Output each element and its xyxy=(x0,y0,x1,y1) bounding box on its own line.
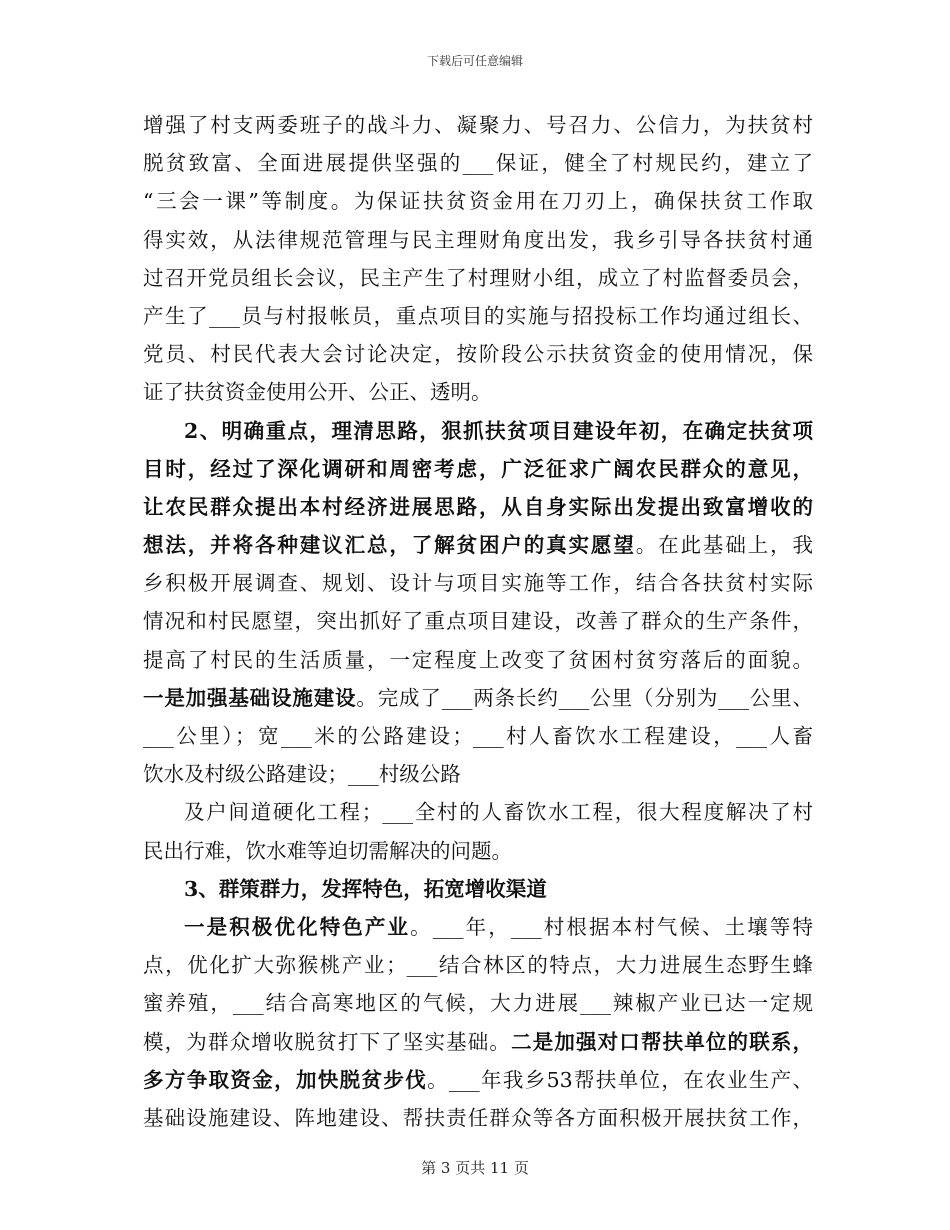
text-line xyxy=(143,679,813,717)
normal-text: 。完成了___两条长约___公里（分别为___公里、 xyxy=(356,685,813,710)
bold-text: 让农民群众提出本村经济进展思路，从自身实际出发提出致富增收的 xyxy=(143,494,813,519)
document-body xyxy=(143,106,813,1137)
text-line: “三会一课”等制度。为保证扶贫资金用在刀刃上，确保扶贫工作取 xyxy=(143,189,813,214)
text-line: 乡积极开展调查、规划、设计与项目实施等工作，结合各扶贫村实际 xyxy=(143,571,813,596)
bold-text: 2、明确重点，理清思路，狠抓扶贫项目建设年初，在确定扶贫项 xyxy=(184,418,813,443)
bold-text: 二是加强对口帮扶单位的联系， xyxy=(511,1029,813,1054)
text-line xyxy=(143,526,813,564)
bold-text: 多方争取资金，加快脱贫步伐 xyxy=(143,1067,428,1092)
text-line: 提高了村民的生活质量，一定程度上改变了贫困村贫穷落后的面貌。 xyxy=(143,647,813,672)
text-line: 产生了___员与村报帐员，重点项目的实施与招投标工作均通过组长、 xyxy=(143,303,813,328)
text-line xyxy=(143,450,813,488)
text-line: 证了扶贫资金使用公开、公正、透明。 xyxy=(143,380,492,405)
section-heading-3 xyxy=(143,870,813,908)
text-line: ___公里）；宽___米的公路建设；___村人畜饮水工程建设，___人畜 xyxy=(143,724,813,748)
text-line: 点，优化扩大弥猴桃产业；___结合林区的特点，大力进展生态野生蜂 xyxy=(143,953,813,978)
text-line xyxy=(143,488,813,526)
text-line: 民出行难，饮水难等迫切需解决的问题。 xyxy=(143,838,512,863)
text-line: 饮水及村级公路建设；___村级公路 xyxy=(143,762,461,787)
normal-text: 。___年我乡53帮扶单位，在农业生产、 xyxy=(427,1067,813,1092)
normal-text: 。___年，___村根据本村气候、土壤等特 xyxy=(410,914,813,939)
text-line: 脱贫致富、全面进展提供坚强的___保证，健全了村规民约，建立了 xyxy=(143,151,813,176)
page-header: 下载后可任意编辑 xyxy=(426,54,523,68)
bold-text: 目时，经过了深化调研和周密考虑，广泛征求广阔农民群众的意见， xyxy=(143,456,813,481)
text-line: 增强了村支两委班子的战斗力、凝聚力、号召力、公信力，为扶贫村 xyxy=(143,113,813,137)
bold-text: 想法，并将各种建议汇总，了解贫困户的真实愿望 xyxy=(143,533,636,558)
normal-text: 模，为群众增收脱贫打下了坚实基础。 xyxy=(143,1029,512,1054)
text-line xyxy=(143,1061,813,1099)
text-line: 基础设施建设、阵地建设、帮扶责任群众等各方面积极开展扶贫工作， xyxy=(143,1105,813,1130)
text-line: 得实效，从法律规范管理与民主理财角度出发，我乡引导各扶贫村通 xyxy=(143,227,813,252)
section-heading-2 xyxy=(143,412,813,450)
normal-text: 。在此基础上，我 xyxy=(635,533,813,558)
text-line: 党员、村民代表大会讨论决定，按阶段公示扶贫资金的使用情况，保 xyxy=(143,342,813,367)
text-line xyxy=(143,908,813,946)
text-line: 过召开党员组长会议，民主产生了村理财小组，成立了村监督委员会， xyxy=(143,265,813,290)
bold-text: 一是加强基础设施建设 xyxy=(143,685,357,710)
text-line xyxy=(143,1023,813,1061)
bold-text: 一是积极优化特色产业 xyxy=(184,914,411,939)
page-footer: 第 3 页共 11 页 xyxy=(421,1159,529,1177)
text-line: 蜜养殖，___结合高寒地区的气候，大力进展___辣椒产业已达一定规 xyxy=(143,991,813,1016)
text-line: 及户间道硬化工程；___全村的人畜饮水工程，很大程度解决了村 xyxy=(184,800,813,825)
bold-text: 3、群策群力，发挥特色，拓宽增收渠道 xyxy=(184,876,547,901)
text-line: 情况和村民愿望，突出抓好了重点项目建设，改善了群众的生产条件， xyxy=(143,609,813,634)
